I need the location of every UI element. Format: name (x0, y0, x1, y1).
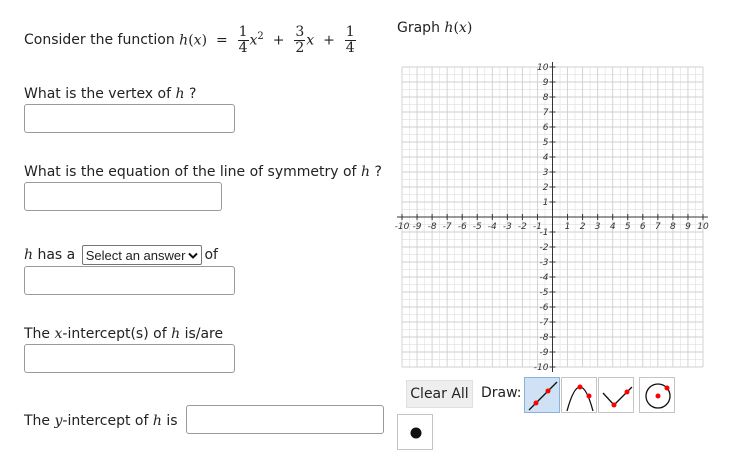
function-formula: h(x) = $\frac{1}{4}$ $x^2$ + $\frac{3}{2}$ x + $\frac{1}{4}$ (179, 23, 355, 56)
y-tick-label: -6 (539, 303, 549, 313)
x-tick-label: -3 (502, 222, 512, 232)
y-tick-label: 3 (542, 168, 549, 178)
symmetry-input[interactable] (24, 182, 222, 211)
x-tick-label: 9 (685, 222, 691, 232)
graph-canvas[interactable] (394, 62, 709, 373)
fraction-constant: $\frac{1}{4}$ (345, 23, 355, 56)
y-tick-label: -8 (539, 333, 549, 343)
y-tick-label: -1 (539, 228, 549, 238)
x-tick-label: -10 (394, 222, 410, 232)
fraction-coefficient-a: $\frac{1}{4}$ (238, 23, 248, 56)
x-tick-label: -4 (487, 222, 497, 232)
y-tick-label: 10 (537, 63, 549, 73)
x-tick-label: 2 (579, 222, 586, 232)
graph-title: Graph h(x) (397, 20, 473, 36)
x-tick-label: 4 (609, 222, 616, 232)
point-tool-icon (398, 415, 434, 451)
x-intercepts-input[interactable] (24, 344, 235, 373)
y-tick-label: -9 (539, 348, 549, 358)
y-tick-label: -4 (539, 273, 549, 283)
extremum-question: h has a Select an answer of (24, 247, 218, 263)
function-statement-prefix: Consider the function (24, 32, 175, 48)
x-tick-label: 7 (654, 222, 661, 232)
point-tool-button[interactable] (397, 414, 433, 450)
x-tick-labels (395, 222, 709, 232)
y-intercept-input[interactable] (186, 405, 384, 434)
x-tick-label: 3 (594, 222, 601, 232)
vertex-input[interactable] (24, 104, 235, 133)
x-tick-label: -7 (442, 222, 452, 232)
y-tick-label: 7 (542, 108, 549, 118)
y-tick-label: -2 (539, 243, 549, 253)
line-tool-button[interactable] (524, 377, 560, 413)
x-tick-label: -6 (457, 222, 467, 232)
extremum-input[interactable] (24, 266, 235, 295)
x-tick-label: -2 (517, 222, 527, 232)
chevron-down-icon (188, 252, 198, 259)
absolute-value-icon (599, 378, 635, 414)
vertex-question: What is the vertex of h ? (24, 86, 197, 102)
y-tick-label: 6 (542, 123, 549, 133)
parabola-tool-icon (562, 378, 598, 414)
circle-tool-button[interactable] (639, 377, 675, 413)
symmetry-question: What is the equation of the line of symmetry of h ? (24, 164, 382, 180)
draw-label: Draw: (481, 385, 522, 401)
x-tick-label: -5 (472, 222, 482, 232)
y-tick-label: 8 (542, 93, 549, 103)
line-tool-icon (525, 378, 561, 414)
y-tick-label: 5 (542, 138, 549, 148)
y-intercept-question: The y -intercept of h is (24, 413, 178, 429)
x-intercepts-question: The x-intercept(s) of h is/are (24, 326, 224, 342)
x-tick-label: 6 (639, 222, 646, 232)
x-tick-label: 8 (670, 222, 676, 232)
absolute-value-tool-button[interactable] (598, 377, 634, 413)
y-tick-label: 1 (542, 198, 549, 208)
y-tick-labels (534, 63, 549, 373)
parabola-tool-button[interactable] (561, 377, 597, 413)
fraction-coefficient-b: $\frac{3}{2}$ (295, 23, 305, 56)
axes (394, 62, 708, 372)
function-statement (24, 20, 357, 60)
extremum-select[interactable]: Select an answer (82, 245, 203, 265)
clear-all-button[interactable]: Clear All (406, 380, 473, 408)
y-tick-label: 4 (542, 153, 549, 163)
x-tick-label: 10 (697, 222, 709, 232)
x-tick-label: -8 (427, 222, 437, 232)
y-tick-label: 2 (542, 183, 549, 193)
circle-tool-icon (640, 378, 676, 414)
y-tick-label: -10 (533, 363, 549, 373)
x-tick-label: -1 (532, 222, 542, 232)
x-tick-label: 5 (624, 222, 631, 232)
x-tick-label: 1 (564, 222, 571, 232)
y-tick-label: 9 (542, 78, 549, 88)
y-tick-label: -5 (539, 288, 549, 298)
x-tick-label: -9 (412, 222, 422, 232)
y-tick-label: -7 (539, 318, 549, 328)
y-tick-label: -3 (539, 258, 549, 268)
